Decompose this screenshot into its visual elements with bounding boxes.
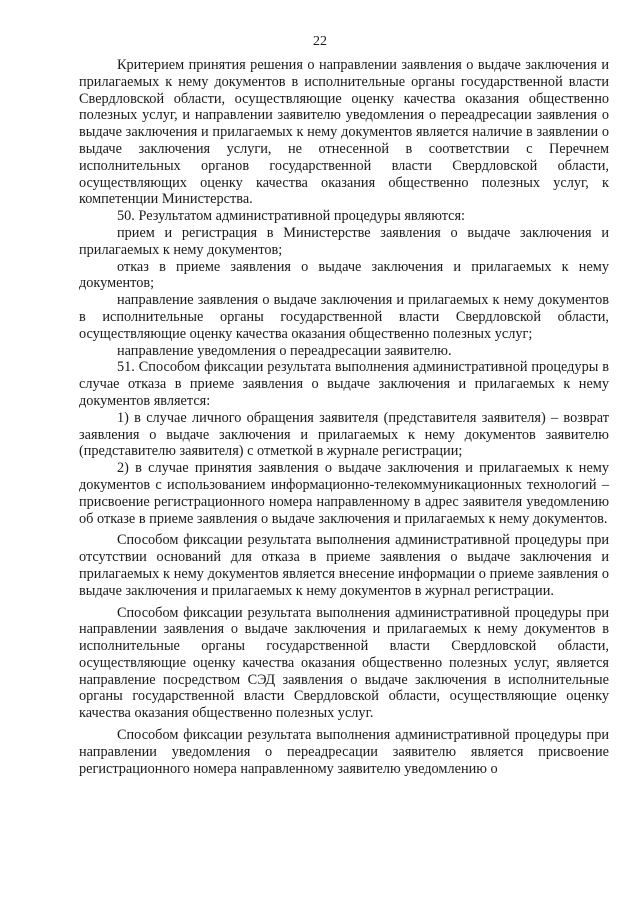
paragraph-decision-criterion: Критерием принятия решения о направлении заявления о выдаче заключения и прилагаемых к нему документов в исполнительные органы государственной власти Свердловской области, осуществляющие оценку качества оказания общественно полезных услуг, и направлении заявителю уведомления о переадресации заявления о выдаче заключения и прилагаемых к нему документов является наличие в заявлении о выдаче заключения услуги, не отнесенной в соответствии с Перечнем исполнительных органов государственной власти Свердловской области, осуществляющих оценку качества оказания общественно полезных услуг, к компетенции Министерства. bbox=[79, 57, 609, 208]
paragraph-fixation-forwarding: Способом фиксации результата выполнения административной процедуры при направлении заявления о выдаче заключения и прилагаемых к нему документов в исполнительные органы государственной власти Свердловской области, осуществляющие оценку качества оказания общественно полезных услуг, является направление посредством СЭД заявления о выдаче заключения в исполнительные органы государственной власти Свердловской области, осуществляющие оценку качества оказания общественно полезных услуг. bbox=[79, 604, 609, 722]
paragraph-clause-51: 51. Способом фиксации результата выполнения административной процедуры в случае отказа в приеме заявления о выдаче заключения и прилагаемых к нему документов является: bbox=[79, 359, 609, 409]
paragraph-clause-50: 50. Результатом административной процедуры являются: bbox=[117, 208, 466, 225]
paragraph-result-notification: направление уведомления о переадресации заявителю. bbox=[117, 342, 452, 359]
page-number: 22 bbox=[313, 34, 327, 49]
paragraph-fixation-notification: Способом фиксации результата выполнения административной процедуры при направлении уведомления о переадресации заявителю является присвоение регистрационного номера направленному заявителю уведомлению о bbox=[79, 727, 609, 777]
paragraph-result-registration: прием и регистрация в Министерстве заявления о выдаче заключения и прилагаемых к нему документов; bbox=[79, 224, 609, 258]
paragraph-item-1: 1) в случае личного обращения заявителя (представителя заявителя) – возврат заявления о выдаче заключения и прилагаемых к нему документов заявителю (представителю заявителя) с отметкой в журнале регистрации; bbox=[79, 409, 609, 460]
paragraph-item-2: 2) в случае принятия заявления о выдаче заключения и прилагаемых к нему документов с использованием информационно-телекоммуникационных технологий – присвоение регистрационного номера направленному в адрес заявителя уведомлению об отказе в приеме заявления о выдаче заключения и прилагаемых к нему документов. bbox=[79, 460, 609, 527]
document-body bbox=[79, 57, 609, 777]
paragraph-result-refusal: отказ в приеме заявления о выдаче заключения и прилагаемых к нему документов; bbox=[79, 258, 609, 292]
paragraph-result-forwarding: направление заявления о выдаче заключения и прилагаемых к нему документов в исполнительные органы государственной власти Свердловской области, осуществляющие оценку качества оказания общественно полезных услуг; bbox=[79, 292, 609, 342]
paragraph-fixation-registration: Способом фиксации результата выполнения административной процедуры при отсутствии оснований для отказа в приеме заявления о выдаче заключения и прилагаемых к нему документов является внесение информации о приеме заявления о выдаче заключения и прилагаемых к нему документов в журнал регистрации. bbox=[79, 532, 609, 599]
